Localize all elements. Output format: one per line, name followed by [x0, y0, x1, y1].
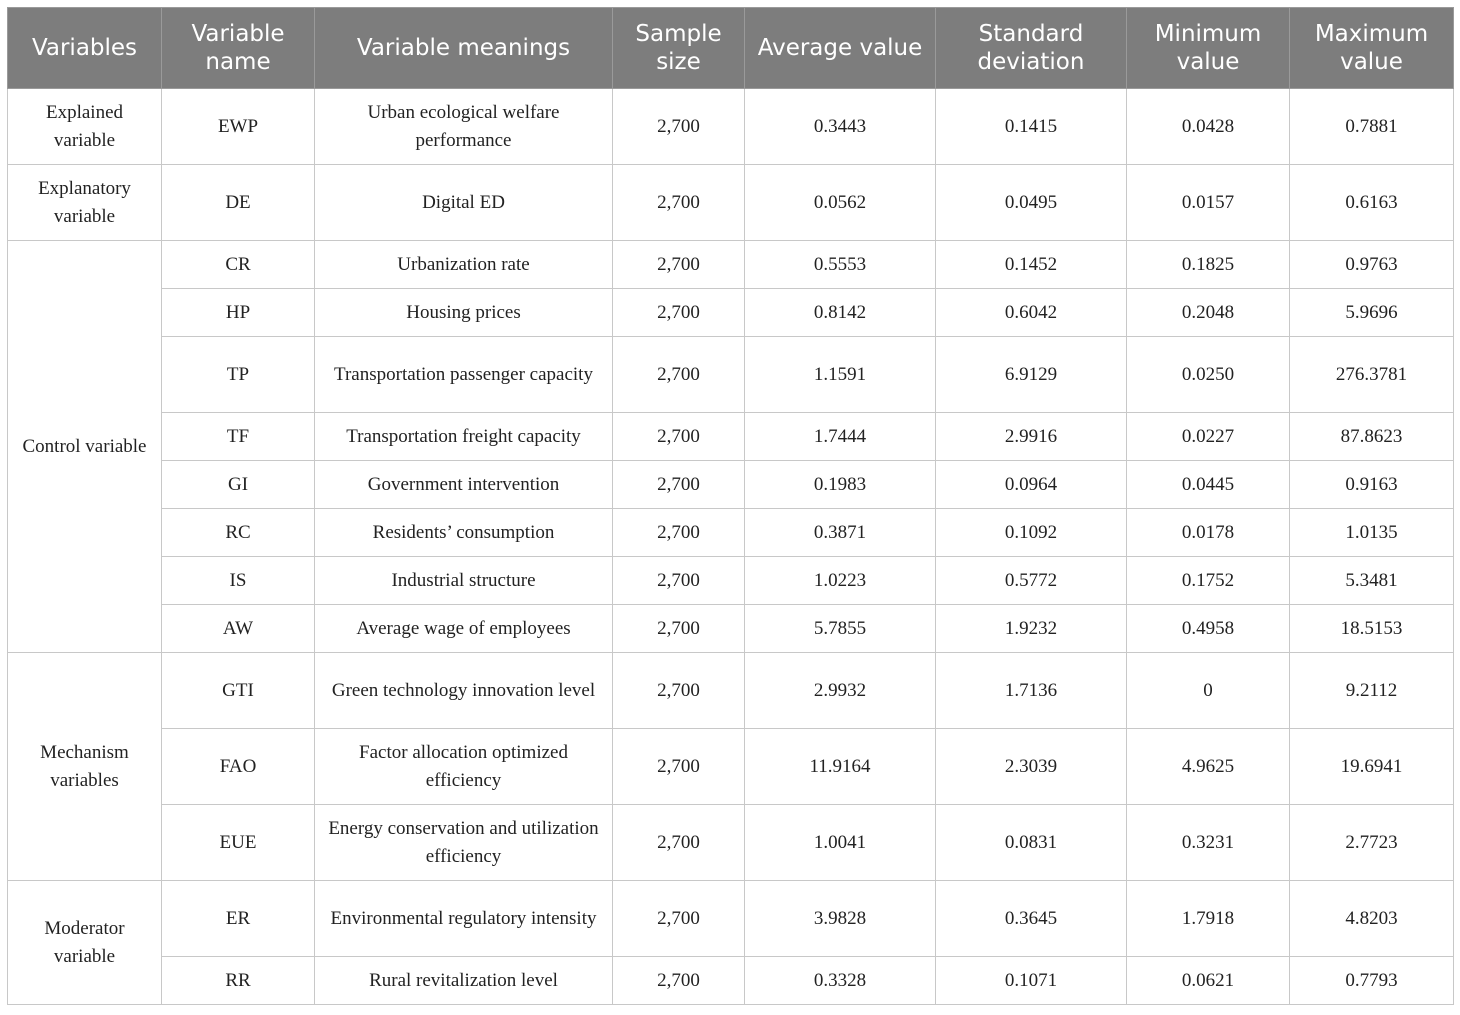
table-row	[8, 89, 1454, 165]
maximum-value: 4.8203	[1290, 881, 1454, 957]
header-variable-meanings: Variable meanings	[315, 8, 613, 89]
variable-meaning: Environmental regulatory intensity	[315, 881, 613, 957]
standard-deviation: 0.1092	[936, 509, 1127, 557]
table-row	[8, 241, 1454, 289]
variable-meaning: Residents’ consumption	[315, 509, 613, 557]
variable-name: RR	[162, 957, 315, 1005]
sample-size: 2,700	[613, 89, 745, 165]
standard-deviation: 0.5772	[936, 557, 1127, 605]
standard-deviation: 0.0495	[936, 165, 1127, 241]
sample-size: 2,700	[613, 605, 745, 653]
standard-deviation: 1.9232	[936, 605, 1127, 653]
table-row	[8, 557, 1454, 605]
group-label: Mechanism variables	[8, 653, 162, 881]
variable-name: DE	[162, 165, 315, 241]
table-row	[8, 165, 1454, 241]
standard-deviation: 0.6042	[936, 289, 1127, 337]
sample-size: 2,700	[613, 729, 745, 805]
header-row	[8, 8, 1454, 89]
maximum-value: 276.3781	[1290, 337, 1454, 413]
minimum-value: 0.3231	[1127, 805, 1290, 881]
average-value: 1.7444	[745, 413, 936, 461]
maximum-value: 0.9763	[1290, 241, 1454, 289]
sample-size: 2,700	[613, 557, 745, 605]
maximum-value: 0.7793	[1290, 957, 1454, 1005]
maximum-value: 5.3481	[1290, 557, 1454, 605]
minimum-value: 0.0621	[1127, 957, 1290, 1005]
average-value: 3.9828	[745, 881, 936, 957]
sample-size: 2,700	[613, 165, 745, 241]
variable-name: RC	[162, 509, 315, 557]
minimum-value: 0.0178	[1127, 509, 1290, 557]
average-value: 1.1591	[745, 337, 936, 413]
minimum-value: 0.0428	[1127, 89, 1290, 165]
group-label: Moderator variable	[8, 881, 162, 1005]
maximum-value: 0.7881	[1290, 89, 1454, 165]
variable-name: HP	[162, 289, 315, 337]
variable-name: TP	[162, 337, 315, 413]
table-row	[8, 957, 1454, 1005]
variable-meaning: Urban ecological welfare performance	[315, 89, 613, 165]
variable-name: GI	[162, 461, 315, 509]
minimum-value: 0.0250	[1127, 337, 1290, 413]
header-standard-deviation: Standard deviation	[936, 8, 1127, 89]
header-sample-size: Sample size	[613, 8, 745, 89]
group-label: Control variable	[8, 241, 162, 653]
minimum-value: 0.4958	[1127, 605, 1290, 653]
minimum-value: 1.7918	[1127, 881, 1290, 957]
standard-deviation: 0.1452	[936, 241, 1127, 289]
standard-deviation: 1.7136	[936, 653, 1127, 729]
maximum-value: 87.8623	[1290, 413, 1454, 461]
sample-size: 2,700	[613, 957, 745, 1005]
variable-name: TF	[162, 413, 315, 461]
variable-name: ER	[162, 881, 315, 957]
variable-meaning: Transportation passenger capacity	[315, 337, 613, 413]
table-row	[8, 337, 1454, 413]
sample-size: 2,700	[613, 241, 745, 289]
variable-meaning: Rural revitalization level	[315, 957, 613, 1005]
maximum-value: 0.6163	[1290, 165, 1454, 241]
maximum-value: 9.2112	[1290, 653, 1454, 729]
variable-meaning: Green technology innovation level	[315, 653, 613, 729]
variable-name: EUE	[162, 805, 315, 881]
maximum-value: 2.7723	[1290, 805, 1454, 881]
descriptive-statistics-table	[7, 7, 1454, 1005]
average-value: 0.5553	[745, 241, 936, 289]
sample-size: 2,700	[613, 509, 745, 557]
standard-deviation: 6.9129	[936, 337, 1127, 413]
standard-deviation: 0.1415	[936, 89, 1127, 165]
sample-size: 2,700	[613, 461, 745, 509]
header-average-value: Average value	[745, 8, 936, 89]
sample-size: 2,700	[613, 289, 745, 337]
sample-size: 2,700	[613, 337, 745, 413]
variable-meaning: Transportation freight capacity	[315, 413, 613, 461]
table-row	[8, 805, 1454, 881]
table-row	[8, 289, 1454, 337]
sample-size: 2,700	[613, 805, 745, 881]
header-maximum-value: Maximum value	[1290, 8, 1454, 89]
sample-size: 2,700	[613, 653, 745, 729]
table-row	[8, 653, 1454, 729]
standard-deviation: 0.0964	[936, 461, 1127, 509]
group-label: Explanatory variable	[8, 165, 162, 241]
group-label: Explained variable	[8, 89, 162, 165]
average-value: 2.9932	[745, 653, 936, 729]
maximum-value: 19.6941	[1290, 729, 1454, 805]
sample-size: 2,700	[613, 881, 745, 957]
maximum-value: 0.9163	[1290, 461, 1454, 509]
maximum-value: 5.9696	[1290, 289, 1454, 337]
minimum-value: 0.0157	[1127, 165, 1290, 241]
variable-name: EWP	[162, 89, 315, 165]
header-minimum-value: Minimum value	[1127, 8, 1290, 89]
table-row	[8, 509, 1454, 557]
average-value: 0.0562	[745, 165, 936, 241]
minimum-value: 0.0227	[1127, 413, 1290, 461]
minimum-value: 0	[1127, 653, 1290, 729]
table-row	[8, 881, 1454, 957]
average-value: 0.3443	[745, 89, 936, 165]
header-variable-name: Variable name	[162, 8, 315, 89]
average-value: 0.3871	[745, 509, 936, 557]
variable-name: FAO	[162, 729, 315, 805]
maximum-value: 18.5153	[1290, 605, 1454, 653]
variable-meaning: Average wage of employees	[315, 605, 613, 653]
variable-meaning: Energy conservation and utilization efficiency	[315, 805, 613, 881]
table-row	[8, 605, 1454, 653]
table-row	[8, 413, 1454, 461]
header-variables: Variables	[8, 8, 162, 89]
minimum-value: 4.9625	[1127, 729, 1290, 805]
average-value: 11.9164	[745, 729, 936, 805]
average-value: 0.3328	[745, 957, 936, 1005]
sample-size: 2,700	[613, 413, 745, 461]
variable-name: GTI	[162, 653, 315, 729]
variable-meaning: Factor allocation optimized efficiency	[315, 729, 613, 805]
standard-deviation: 2.9916	[936, 413, 1127, 461]
variable-meaning: Digital ED	[315, 165, 613, 241]
standard-deviation: 0.0831	[936, 805, 1127, 881]
standard-deviation: 0.1071	[936, 957, 1127, 1005]
maximum-value: 1.0135	[1290, 509, 1454, 557]
standard-deviation: 2.3039	[936, 729, 1127, 805]
average-value: 1.0223	[745, 557, 936, 605]
variable-meaning: Urbanization rate	[315, 241, 613, 289]
minimum-value: 0.1825	[1127, 241, 1290, 289]
average-value: 5.7855	[745, 605, 936, 653]
variable-name: CR	[162, 241, 315, 289]
minimum-value: 0.2048	[1127, 289, 1290, 337]
standard-deviation: 0.3645	[936, 881, 1127, 957]
average-value: 1.0041	[745, 805, 936, 881]
average-value: 0.8142	[745, 289, 936, 337]
table-row	[8, 729, 1454, 805]
variable-name: IS	[162, 557, 315, 605]
minimum-value: 0.1752	[1127, 557, 1290, 605]
variable-meaning: Housing prices	[315, 289, 613, 337]
variable-meaning: Government intervention	[315, 461, 613, 509]
minimum-value: 0.0445	[1127, 461, 1290, 509]
variable-meaning: Industrial structure	[315, 557, 613, 605]
average-value: 0.1983	[745, 461, 936, 509]
variable-name: AW	[162, 605, 315, 653]
table-row	[8, 461, 1454, 509]
